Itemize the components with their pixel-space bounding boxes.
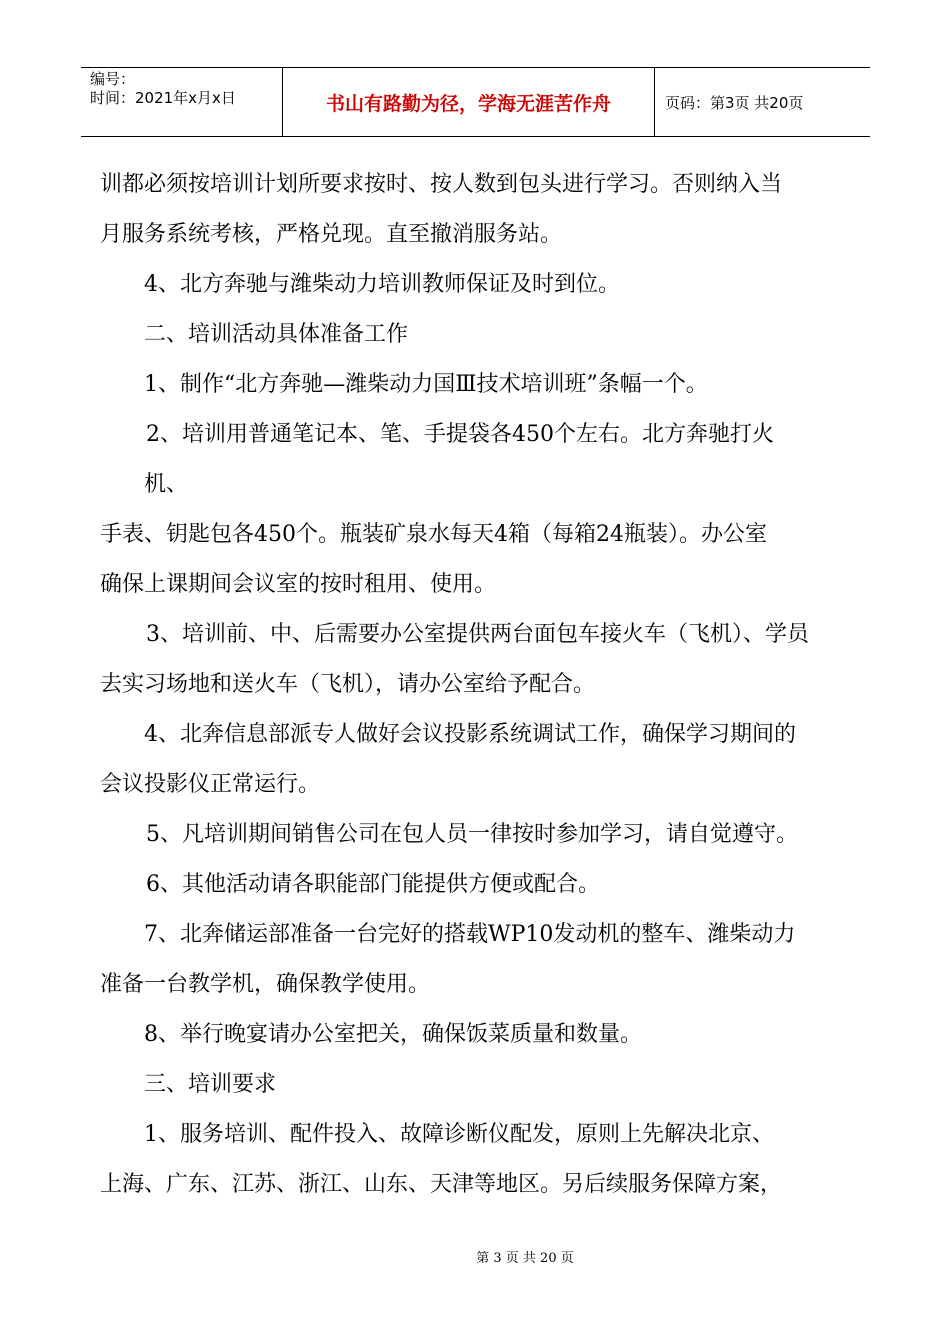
paragraph-line: 准备一台教学机，确保教学使用。 — [100, 972, 431, 997]
paragraph-line: 6、其他活动请各职能部门能提供方便或配合。 — [146, 872, 600, 897]
paragraph-line: 会议投影仪正常运行。 — [100, 772, 321, 797]
paragraph-line: 月服务系统考核，严格兑现。直至撤消服务站。 — [100, 222, 563, 247]
paragraph-line: 2、培训用普通笔记本、笔、手提袋各450个左右。北方奔驰打火 — [146, 422, 774, 447]
paragraph-line: 5、凡培训期间销售公司在包人员一律按时参加学习，请自觉遵守。 — [146, 822, 798, 847]
section-heading: 二、培训活动具体准备工作 — [144, 322, 409, 347]
paragraph-line: 1、制作“北方奔驰—潍柴动力国Ⅲ技术培训班”条幅一个。 — [144, 372, 708, 397]
paragraph-line: 训都必须按培训计划所要求按时、按人数到包头进行学习。否则纳入当 — [100, 172, 783, 197]
header-page-label: 页码：第3页 共20页 — [665, 93, 804, 112]
paragraph-line: 8、举行晚宴请办公室把关，确保饭菜质量和数量。 — [144, 1022, 642, 1047]
paragraph-line: 去实习场地和送火车（飞机），请办公室给予配合。 — [100, 672, 596, 697]
document-body — [100, 160, 855, 1210]
page-footer: 第 3 页 共 20 页 — [476, 1251, 574, 1266]
paragraph-line: 4、北方奔驰与潍柴动力培训教师保证及时到位。 — [144, 272, 620, 297]
paragraph-line: 7、北奔储运部准备一台完好的搭载WP10发动机的整车、潍柴动力 — [144, 922, 796, 947]
code-label: 编号： — [90, 70, 136, 88]
header-motto: 书山有路勤为径，学海无涯苦作舟 — [282, 68, 655, 136]
paragraph-line: 手表、钥匙包各450个。瓶装矿泉水每天4箱（每箱24瓶装）。办公室 — [100, 522, 767, 547]
paragraph-line: 3、培训前、中、后需要办公室提供两台面包车接火车（飞机）、学员 — [146, 622, 809, 647]
header-meta — [81, 68, 282, 136]
section-heading: 三、培训要求 — [144, 1072, 277, 1097]
paragraph-line: 1、服务培训、配件投入、故障诊断仪配发，原则上先解决北京、 — [144, 1122, 774, 1147]
paragraph-line: 4、北奔信息部派专人做好会议投影系统调试工作，确保学习期间的 — [144, 722, 796, 747]
page-header — [81, 67, 870, 137]
paragraph-line: 确保上课期间会议室的按时租用、使用。 — [100, 572, 497, 597]
paragraph-line: 上海、广东、江苏、浙江、山东、天津等地区。另后续服务保障方案， — [100, 1172, 783, 1197]
paragraph-line: 机、 — [144, 472, 189, 497]
time-label: 时间：2021年x月x日 — [90, 89, 236, 107]
